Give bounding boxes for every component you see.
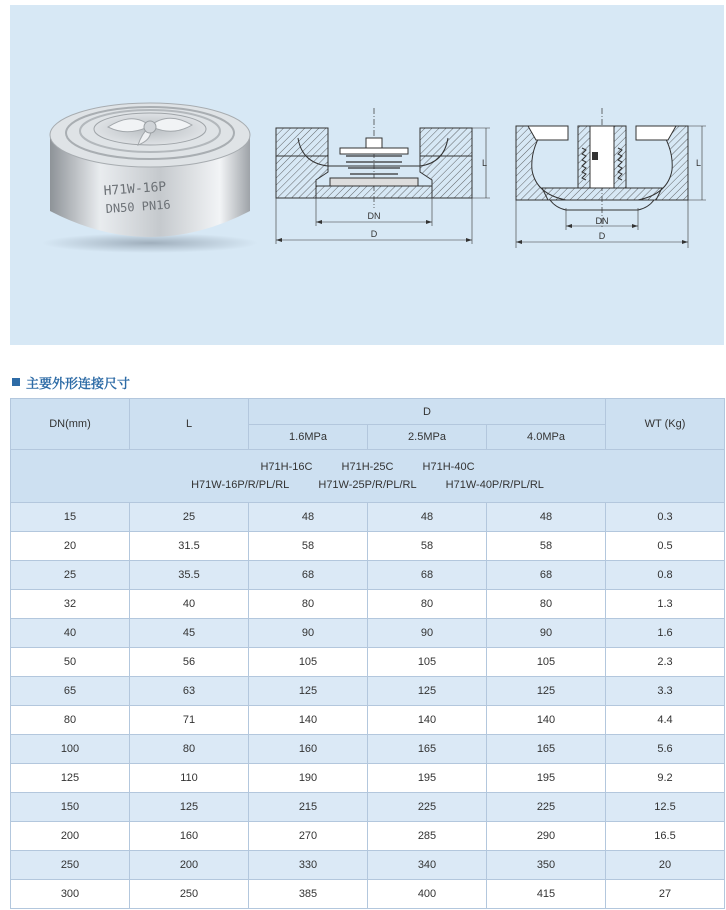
table-row (11, 648, 725, 677)
cell-weight: 2.3 (606, 648, 725, 677)
cell-weight: 0.5 (606, 532, 725, 561)
table-row (11, 822, 725, 851)
model-code: H71W-25P/R/PL/RL (318, 479, 417, 491)
cell-d-2.5mpa: 225 (368, 793, 487, 822)
model-code: H71H-40C (422, 461, 475, 473)
cell-dn: 50 (11, 648, 130, 677)
cell-l: 160 (130, 822, 249, 851)
cell-d-1.6mpa: 48 (249, 503, 368, 532)
header-d: D (249, 399, 606, 425)
cell-l: 35.5 (130, 561, 249, 590)
header-weight: WT (Kg) (606, 399, 725, 450)
table-row (11, 793, 725, 822)
table-row (11, 532, 725, 561)
cell-dn: 40 (11, 619, 130, 648)
cell-d-2.5mpa: 125 (368, 677, 487, 706)
table-row (11, 735, 725, 764)
cell-d-4.0mpa: 290 (487, 822, 606, 851)
cell-weight: 20 (606, 851, 725, 880)
cell-d-1.6mpa: 105 (249, 648, 368, 677)
cell-d-2.5mpa: 140 (368, 706, 487, 735)
cell-d-4.0mpa: 48 (487, 503, 606, 532)
cell-dn: 200 (11, 822, 130, 851)
cell-d-4.0mpa: 105 (487, 648, 606, 677)
header-l: L (130, 399, 249, 450)
cell-d-1.6mpa: 330 (249, 851, 368, 880)
cell-d-4.0mpa: 225 (487, 793, 606, 822)
cell-dn: 20 (11, 532, 130, 561)
cell-weight: 12.5 (606, 793, 725, 822)
svg-text:DN: DN (367, 211, 381, 221)
svg-text:D: D (370, 229, 378, 239)
cell-d-2.5mpa: 195 (368, 764, 487, 793)
dimension-table (10, 398, 725, 909)
cell-d-1.6mpa: 160 (249, 735, 368, 764)
cell-l: 110 (130, 764, 249, 793)
cell-d-4.0mpa: 68 (487, 561, 606, 590)
product-image-panel (10, 5, 724, 345)
cell-d-4.0mpa: 350 (487, 851, 606, 880)
svg-text:DN: DN (595, 216, 609, 226)
header-dn: DN(mm) (11, 399, 130, 450)
table-row (11, 706, 725, 735)
cell-l: 80 (130, 735, 249, 764)
table-header-row (11, 399, 725, 425)
cross-section-drawing-soft-seat (506, 108, 716, 248)
cell-dn: 65 (11, 677, 130, 706)
cell-d-2.5mpa: 340 (368, 851, 487, 880)
table-row (11, 619, 725, 648)
svg-text:H71W-16P: H71W-16P (103, 179, 167, 199)
table-row (11, 851, 725, 880)
cell-weight: 3.3 (606, 677, 725, 706)
cell-d-1.6mpa: 385 (249, 880, 368, 909)
svg-text:D: D (598, 231, 606, 241)
cell-dn: 300 (11, 880, 130, 909)
cell-l: 25 (130, 503, 249, 532)
cell-weight: 16.5 (606, 822, 725, 851)
cell-dn: 80 (11, 706, 130, 735)
cell-d-4.0mpa: 58 (487, 532, 606, 561)
cell-l: 71 (130, 706, 249, 735)
cell-d-4.0mpa: 195 (487, 764, 606, 793)
table-row (11, 880, 725, 909)
cell-dn: 25 (11, 561, 130, 590)
cell-l: 250 (130, 880, 249, 909)
header-pressure-3: 4.0MPa (487, 425, 606, 450)
cross-section-drawing-metal-seat (268, 108, 492, 248)
table-row (11, 677, 725, 706)
model-code: H71W-16P/R/PL/RL (191, 479, 290, 491)
cell-d-4.0mpa: 415 (487, 880, 606, 909)
model-code: H71H-25C (341, 461, 394, 473)
svg-text:DN50 PN16: DN50 PN16 (105, 197, 172, 216)
cell-d-1.6mpa: 140 (249, 706, 368, 735)
cell-d-2.5mpa: 80 (368, 590, 487, 619)
table-row (11, 764, 725, 793)
cell-l: 31.5 (130, 532, 249, 561)
cell-d-1.6mpa: 125 (249, 677, 368, 706)
cell-weight: 27 (606, 880, 725, 909)
cell-d-2.5mpa: 400 (368, 880, 487, 909)
valve-product-photo (38, 93, 262, 253)
cell-d-1.6mpa: 58 (249, 532, 368, 561)
cell-d-2.5mpa: 105 (368, 648, 487, 677)
cell-d-4.0mpa: 80 (487, 590, 606, 619)
table-row (11, 503, 725, 532)
cell-dn: 125 (11, 764, 130, 793)
svg-text:L: L (696, 158, 702, 168)
cell-d-4.0mpa: 125 (487, 677, 606, 706)
model-code: H71H-16C (260, 461, 313, 473)
cell-d-1.6mpa: 270 (249, 822, 368, 851)
model-row (11, 450, 725, 503)
cell-d-1.6mpa: 90 (249, 619, 368, 648)
cell-l: 125 (130, 793, 249, 822)
model-line-2 (11, 476, 724, 494)
cell-d-1.6mpa: 215 (249, 793, 368, 822)
cell-l: 200 (130, 851, 249, 880)
cell-d-2.5mpa: 68 (368, 561, 487, 590)
cell-d-2.5mpa: 90 (368, 619, 487, 648)
cell-dn: 100 (11, 735, 130, 764)
cell-dn: 15 (11, 503, 130, 532)
cell-weight: 0.3 (606, 503, 725, 532)
table-row (11, 590, 725, 619)
cell-d-1.6mpa: 80 (249, 590, 368, 619)
cell-l: 56 (130, 648, 249, 677)
cell-d-4.0mpa: 140 (487, 706, 606, 735)
cell-dn: 250 (11, 851, 130, 880)
cell-d-1.6mpa: 190 (249, 764, 368, 793)
header-pressure-2: 2.5MPa (368, 425, 487, 450)
model-cell (11, 450, 725, 503)
section-title: 主要外形连接尺寸 (26, 375, 131, 391)
cell-d-2.5mpa: 48 (368, 503, 487, 532)
cell-weight: 1.3 (606, 590, 725, 619)
cell-d-4.0mpa: 90 (487, 619, 606, 648)
cell-weight: 5.6 (606, 735, 725, 764)
cell-d-2.5mpa: 285 (368, 822, 487, 851)
cell-d-2.5mpa: 165 (368, 735, 487, 764)
cell-l: 45 (130, 619, 249, 648)
cell-weight: 4.4 (606, 706, 725, 735)
cell-weight: 1.6 (606, 619, 725, 648)
cell-weight: 9.2 (606, 764, 725, 793)
table-row (11, 561, 725, 590)
cell-d-1.6mpa: 68 (249, 561, 368, 590)
cell-d-2.5mpa: 58 (368, 532, 487, 561)
section-heading (12, 372, 130, 392)
model-line-1 (11, 458, 724, 476)
header-pressure-1: 1.6MPa (249, 425, 368, 450)
svg-text:L: L (482, 158, 488, 168)
cell-dn: 32 (11, 590, 130, 619)
cell-weight: 0.8 (606, 561, 725, 590)
cell-l: 40 (130, 590, 249, 619)
section-bullet-icon (12, 378, 20, 386)
cell-d-4.0mpa: 165 (487, 735, 606, 764)
cell-l: 63 (130, 677, 249, 706)
cell-dn: 150 (11, 793, 130, 822)
model-code: H71W-40P/R/PL/RL (445, 479, 544, 491)
